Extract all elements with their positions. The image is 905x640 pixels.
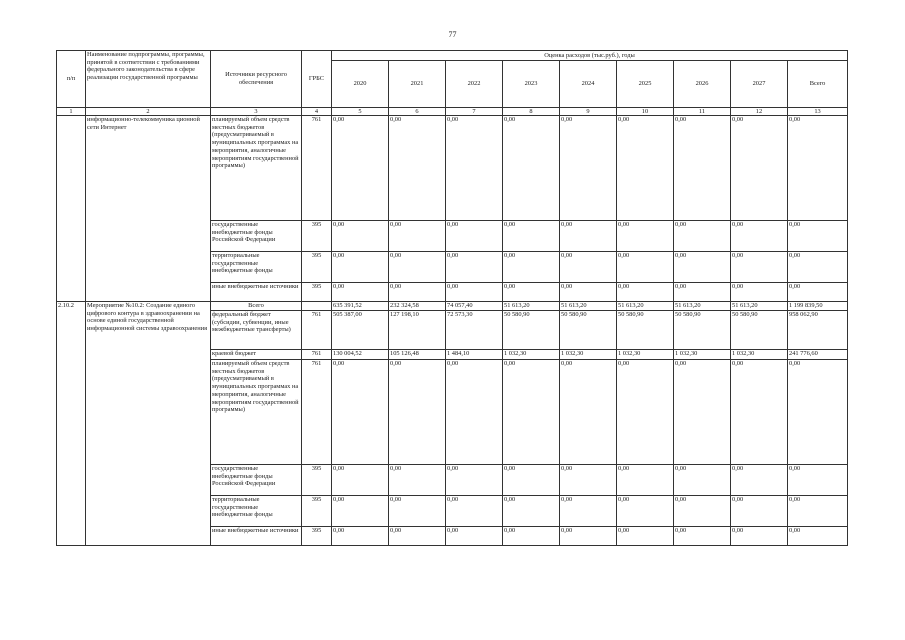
value-cell: 0,00 xyxy=(446,252,503,283)
value-cell: 0,00 xyxy=(617,360,674,465)
header-grbs: ГРБС xyxy=(302,51,332,108)
value-cell: 0,00 xyxy=(332,116,389,221)
value-cell: 1 032,30 xyxy=(731,350,788,360)
measure-name-cell: Мероприятие №10.2: Создание единого цифрового контура в здравоохранении на основе единой государственной информационной системы здравоохранения xyxy=(86,302,211,546)
value-cell: 0,00 xyxy=(389,116,446,221)
value-cell: 0,00 xyxy=(617,527,674,546)
value-cell: 0,00 xyxy=(503,116,560,221)
value-cell: 1 484,10 xyxy=(446,350,503,360)
value-cell: 0,00 xyxy=(674,496,731,527)
value-cell: 0,00 xyxy=(389,283,446,302)
value-cell: 0,00 xyxy=(332,465,389,496)
value-cell: 50 580,90 xyxy=(674,311,731,350)
value-cell: 0,00 xyxy=(560,465,617,496)
row-number-cell: 2.10.2 xyxy=(57,302,86,546)
header-source: Источники ресурсного обеспечения xyxy=(211,51,302,108)
value-cell: 1 032,30 xyxy=(560,350,617,360)
source-cell: планируемый объем средств местных бюджетов (предусматриваемый в муниципальных программах на мероприятия, аналогичные мероприятиям государственной программы) xyxy=(211,360,302,465)
value-cell: 50 580,90 xyxy=(560,311,617,350)
value-cell: 0,00 xyxy=(503,465,560,496)
value-cell: 0,00 xyxy=(446,283,503,302)
value-cell: 0,00 xyxy=(332,221,389,252)
value-cell: 0,00 xyxy=(674,252,731,283)
value-cell-total: 51 613,20 xyxy=(731,302,788,311)
value-cell: 0,00 xyxy=(617,221,674,252)
column-number-row xyxy=(57,108,848,116)
value-cell-total: 1 199 839,50 xyxy=(788,302,848,311)
value-cell: 0,00 xyxy=(788,116,848,221)
grbs-cell: 761 xyxy=(302,311,332,350)
column-number: 3 xyxy=(211,108,302,116)
header-year: 2026 xyxy=(674,61,731,108)
value-cell: 0,00 xyxy=(446,360,503,465)
value-cell: 0,00 xyxy=(389,252,446,283)
grbs-cell: 395 xyxy=(302,465,332,496)
table-body xyxy=(57,116,848,546)
value-cell: 0,00 xyxy=(617,465,674,496)
value-cell: 0,00 xyxy=(674,283,731,302)
grbs-cell: 761 xyxy=(302,116,332,221)
value-cell: 0,00 xyxy=(674,527,731,546)
value-cell: 0,00 xyxy=(617,283,674,302)
header-year: 2024 xyxy=(560,61,617,108)
value-cell-total: 51 613,20 xyxy=(674,302,731,311)
source-cell: федеральный бюджет (субсидии, субвенции, иные межбюджетные трансферты) xyxy=(211,311,302,350)
header-year: 2023 xyxy=(503,61,560,108)
header-year: 2025 xyxy=(617,61,674,108)
value-cell: 0,00 xyxy=(731,221,788,252)
value-cell: 1 032,30 xyxy=(503,350,560,360)
grbs-cell: 395 xyxy=(302,221,332,252)
value-cell: 505 387,00 xyxy=(332,311,389,350)
source-cell: территориальные государственные внебюджетные фонды xyxy=(211,252,302,283)
source-cell: государственные внебюджетные фонды Российской Федерации xyxy=(211,221,302,252)
value-cell-total: 51 613,20 xyxy=(503,302,560,311)
value-cell: 0,00 xyxy=(503,221,560,252)
header-estimate: Оценка расходов (тыс.руб.), годы xyxy=(332,51,848,61)
value-cell: 0,00 xyxy=(560,221,617,252)
value-cell: 105 126,48 xyxy=(389,350,446,360)
value-cell: 0,00 xyxy=(617,496,674,527)
grbs-cell xyxy=(302,302,332,311)
column-number: 6 xyxy=(389,108,446,116)
expenses-table xyxy=(56,50,848,546)
value-cell: 0,00 xyxy=(560,360,617,465)
value-cell: 0,00 xyxy=(788,465,848,496)
header-total: Всего xyxy=(788,61,848,108)
value-cell-total: 635 391,52 xyxy=(332,302,389,311)
value-cell: 0,00 xyxy=(332,283,389,302)
value-cell: 0,00 xyxy=(788,360,848,465)
value-cell: 0,00 xyxy=(560,116,617,221)
value-cell: 0,00 xyxy=(788,527,848,546)
value-cell-total: 74 057,40 xyxy=(446,302,503,311)
measure-name-cell: информационно-телекоммуника ционной сети Интернет xyxy=(86,116,211,302)
value-cell: 241 776,60 xyxy=(788,350,848,360)
value-cell: 72 573,30 xyxy=(446,311,503,350)
column-number: 13 xyxy=(788,108,848,116)
value-cell: 50 580,90 xyxy=(503,311,560,350)
header-year: 2021 xyxy=(389,61,446,108)
value-cell: 0,00 xyxy=(560,496,617,527)
value-cell: 0,00 xyxy=(503,283,560,302)
value-cell: 1 032,30 xyxy=(674,350,731,360)
value-cell: 0,00 xyxy=(617,116,674,221)
value-cell: 0,00 xyxy=(389,496,446,527)
grbs-cell: 395 xyxy=(302,283,332,302)
header-number: п/п xyxy=(57,51,86,108)
value-cell: 0,00 xyxy=(446,527,503,546)
value-cell: 0,00 xyxy=(788,283,848,302)
value-cell: 0,00 xyxy=(674,221,731,252)
value-cell: 0,00 xyxy=(731,360,788,465)
grbs-cell: 395 xyxy=(302,496,332,527)
value-cell: 0,00 xyxy=(674,116,731,221)
value-cell-total: 51 613,20 xyxy=(560,302,617,311)
value-cell: 0,00 xyxy=(332,252,389,283)
value-cell: 0,00 xyxy=(332,360,389,465)
value-cell: 130 004,52 xyxy=(332,350,389,360)
value-cell: 0,00 xyxy=(731,283,788,302)
value-cell: 0,00 xyxy=(731,252,788,283)
value-cell-total: 51 613,20 xyxy=(617,302,674,311)
value-cell: 0,00 xyxy=(446,465,503,496)
source-cell: планируемый объем средств местных бюджетов (предусматриваемый в муниципальных программах на мероприятия, аналогичные мероприятиям государственной программы) xyxy=(211,116,302,221)
column-number: 8 xyxy=(503,108,560,116)
grbs-cell: 761 xyxy=(302,350,332,360)
value-cell: 0,00 xyxy=(674,465,731,496)
value-cell: 0,00 xyxy=(446,221,503,252)
value-cell: 0,00 xyxy=(788,252,848,283)
value-cell: 127 198,10 xyxy=(389,311,446,350)
grbs-cell: 761 xyxy=(302,360,332,465)
value-cell: 0,00 xyxy=(731,116,788,221)
value-cell: 0,00 xyxy=(731,527,788,546)
column-number: 2 xyxy=(86,108,211,116)
column-number: 12 xyxy=(731,108,788,116)
value-cell: 0,00 xyxy=(389,527,446,546)
page-number: 77 xyxy=(448,30,457,39)
value-cell: 0,00 xyxy=(446,116,503,221)
grbs-cell: 395 xyxy=(302,527,332,546)
column-number: 11 xyxy=(674,108,731,116)
source-cell: иные внебюджетные источники xyxy=(211,283,302,302)
header-year: 2020 xyxy=(332,61,389,108)
value-cell: 0,00 xyxy=(788,221,848,252)
row-number-cell xyxy=(57,116,86,302)
value-cell: 1 032,30 xyxy=(617,350,674,360)
column-number: 4 xyxy=(302,108,332,116)
source-cell: территориальные государственные внебюджетные фонды xyxy=(211,496,302,527)
column-number: 9 xyxy=(560,108,617,116)
value-cell: 50 580,90 xyxy=(617,311,674,350)
value-cell-total: 232 324,58 xyxy=(389,302,446,311)
value-cell: 0,00 xyxy=(503,252,560,283)
value-cell: 50 580,90 xyxy=(731,311,788,350)
value-cell: 0,00 xyxy=(389,465,446,496)
value-cell: 0,00 xyxy=(389,360,446,465)
column-number: 10 xyxy=(617,108,674,116)
table-row xyxy=(57,116,848,221)
value-cell: 0,00 xyxy=(560,252,617,283)
value-cell: 0,00 xyxy=(503,527,560,546)
value-cell: 0,00 xyxy=(560,283,617,302)
value-cell: 0,00 xyxy=(389,221,446,252)
value-cell: 958 062,90 xyxy=(788,311,848,350)
value-cell: 0,00 xyxy=(788,496,848,527)
grbs-cell: 395 xyxy=(302,252,332,283)
header-year: 2027 xyxy=(731,61,788,108)
value-cell: 0,00 xyxy=(731,496,788,527)
value-cell: 0,00 xyxy=(560,527,617,546)
value-cell: 0,00 xyxy=(503,496,560,527)
column-number: 7 xyxy=(446,108,503,116)
table-row-total xyxy=(57,302,848,311)
value-cell: 0,00 xyxy=(446,496,503,527)
source-cell-total: Всего xyxy=(211,302,302,311)
column-number: 5 xyxy=(332,108,389,116)
value-cell: 0,00 xyxy=(332,496,389,527)
column-number: 1 xyxy=(57,108,86,116)
header-name: Наименование подпрограммы, программы, принятой в соответствии с требованиями федерального законодательства в сфере реализации государственной программы xyxy=(86,51,211,108)
source-cell: краевой бюджет xyxy=(211,350,302,360)
header-year: 2022 xyxy=(446,61,503,108)
value-cell: 0,00 xyxy=(332,527,389,546)
value-cell: 0,00 xyxy=(503,360,560,465)
source-cell: государственные внебюджетные фонды Российской Федерации xyxy=(211,465,302,496)
value-cell: 0,00 xyxy=(674,360,731,465)
source-cell: иные внебюджетные источники xyxy=(211,527,302,546)
value-cell: 0,00 xyxy=(731,465,788,496)
value-cell: 0,00 xyxy=(617,252,674,283)
